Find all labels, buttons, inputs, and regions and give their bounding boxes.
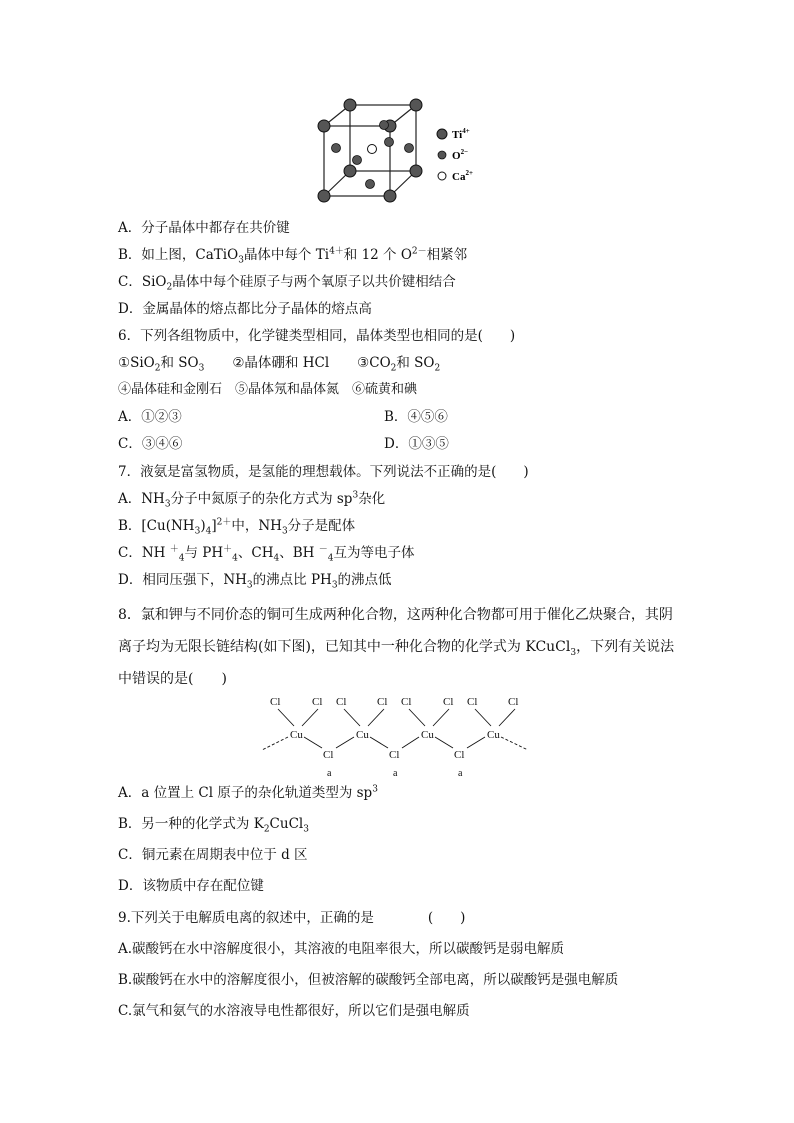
o-ion-marker <box>353 156 362 165</box>
ti-ion-marker <box>344 165 356 177</box>
q7-stem: 7．液氨是富氢物质，是氢能的理想载体。下列说法不正确的是( ) <box>118 464 529 480</box>
q8-option-d[interactable]: D．该物质中存在配位键 <box>118 878 264 894</box>
ti-ion-marker <box>318 120 330 132</box>
q6-choice-row-1: ①SiO$_2$和 $SO_3$ ②晶体硼和 HCl $③CO_2$和 $SO_2$ <box>118 355 441 374</box>
q5-option-c[interactable]: C．SiO$_2$晶体中每个硅原子与两个氧原子以共价键相结合 <box>118 274 456 293</box>
q6-option-d[interactable]: D．①③⑤ <box>384 436 449 452</box>
legend-o-marker <box>438 151 446 159</box>
q8-stem-line-3: 中错误的是( ) <box>118 671 227 687</box>
position-a-label: a <box>393 768 398 779</box>
q7-option-c[interactable]: C．NH ＋$_4$与 $PH^+_4$、$CH_4$、BH －$_4$互为等电子体 <box>118 544 415 564</box>
q9-option-c[interactable]: C.氯气和氨气的水溶液导电性都很好，所以它们是强电解质 <box>118 1003 470 1019</box>
q5-option-b[interactable]: B．如上图，CaTiO$_3$晶体中每个 $Ti^{4+}$和 12 个 $O^{2-}$相紧邻 <box>118 246 468 266</box>
ti-ion-marker <box>344 99 356 111</box>
q5-option-d[interactable]: D．金属晶体的熔点都比分子晶体的熔点高 <box>118 301 372 317</box>
bridging-cl-label: Cl <box>389 749 400 761</box>
q7-option-b[interactable]: B．$[Cu(NH_3)_4]^{2+}$中，$NH_3$分子是配体 <box>118 517 356 537</box>
legend-o-label: $O^{2-}$ <box>452 148 469 162</box>
q7-option-d[interactable]: D．相同压强下，$NH_3$的沸点比 $PH_3$的沸点低 <box>118 572 392 591</box>
q6-stem: 6．下列各组物质中，化学键类型相同，晶体类型也相同的是( ) <box>118 328 516 344</box>
cu-label: Cu <box>421 729 434 741</box>
cl-label: Cl <box>467 696 478 708</box>
cl-label: Cl <box>508 696 519 708</box>
cl-label: Cl <box>443 696 454 708</box>
legend-ti-label: $Ti^{4+}$ <box>452 127 470 141</box>
q6-option-b[interactable]: B．④⑤⑥ <box>384 409 448 425</box>
cucl-chain-diagram <box>258 690 538 780</box>
q6-option-c[interactable]: C．③④⑥ <box>118 436 183 452</box>
ca-ion-marker <box>368 145 377 154</box>
cl-label: Cl <box>377 696 388 708</box>
cl-label: Cl <box>401 696 412 708</box>
cl-label: Cl <box>270 696 281 708</box>
q8-option-a[interactable]: A．a 位置上 Cl 原子的杂化轨道类型为 $sp^3$ <box>118 784 378 801</box>
o-ion-marker <box>385 138 394 147</box>
o-ion-marker <box>405 144 414 153</box>
o-ion-marker <box>380 121 389 130</box>
position-a-label: a <box>458 768 463 779</box>
bridging-cl-label: Cl <box>454 749 465 761</box>
q8-option-c[interactable]: C．铜元素在周期表中位于 d 区 <box>118 847 308 863</box>
cl-label: Cl <box>312 696 323 708</box>
legend-ti-marker <box>437 129 447 139</box>
q7-option-a[interactable]: A．$NH_3$分子中氮原子的杂化方式为 $sp^3$杂化 <box>118 490 386 510</box>
q9-option-a[interactable]: A.碳酸钙在水中溶解度很小，其溶液的电阻率很大，所以碳酸钙是弱电解质 <box>118 941 565 957</box>
legend-ca-label: $Ca^{2+}$ <box>452 169 473 183</box>
q8-stem-line-2: 离子均为无限长链结构(如下图)，已知其中一种化合物的化学式为 KCuCl$_3$，下列有关说法 <box>118 639 675 658</box>
position-a-label: a <box>327 768 332 779</box>
ti-ion-marker <box>410 165 422 177</box>
ti-ion-marker <box>318 190 330 202</box>
ti-ion-marker <box>410 99 422 111</box>
q5-option-a[interactable]: A．分子晶体中都存在共价键 <box>118 220 290 236</box>
q8-stem-line-1: 8．氯和钾与不同价态的铜可生成两种化合物，这两种化合物都可用于催化乙炔聚合，其阴 <box>118 607 673 623</box>
o-ion-marker <box>332 144 341 153</box>
bridging-cl-label: Cl <box>323 749 334 761</box>
ti-ion-marker <box>384 190 396 202</box>
q9-stem: 9.下列关于电解质电离的叙述中，正确的是 ( ) <box>118 910 466 926</box>
cl-label: Cl <box>336 696 347 708</box>
cu-label: Cu <box>290 729 303 741</box>
q6-option-a[interactable]: A．①②③ <box>118 409 182 425</box>
cu-label: Cu <box>356 729 369 741</box>
cu-label: Cu <box>487 729 500 741</box>
q8-option-b[interactable]: B．另一种的化学式为 $K_2CuCl_3$ <box>118 816 309 835</box>
o-ion-marker <box>366 180 375 189</box>
q9-option-b[interactable]: B.碳酸钙在水中的溶解度很小，但被溶解的碳酸钙全部电离，所以碳酸钙是强电解质 <box>118 972 619 988</box>
legend-ca-marker <box>438 172 446 180</box>
crystal-cell-figure <box>300 92 500 208</box>
q6-choice-row-2: ④晶体硅和金刚石 ⑤晶体氖和晶体氮 ⑥硫黄和碘 <box>118 382 418 397</box>
